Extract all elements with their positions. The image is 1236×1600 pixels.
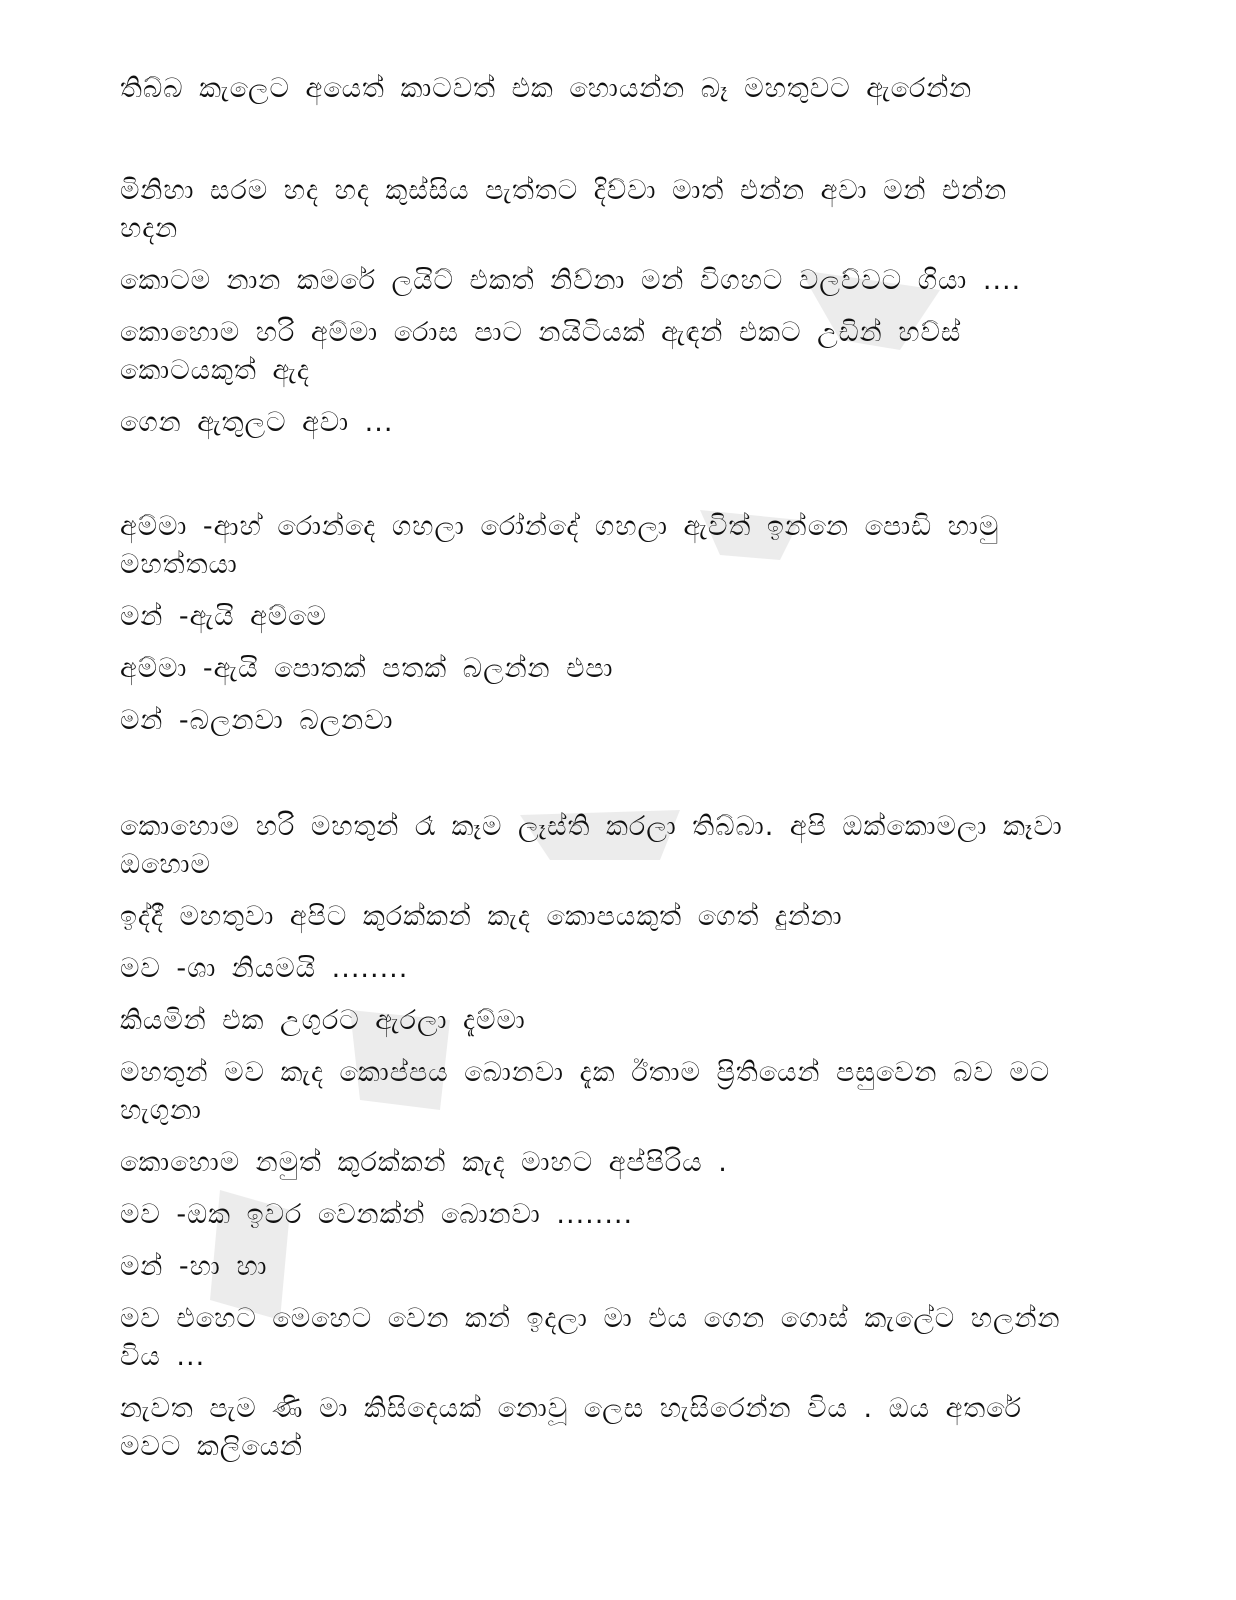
paragraph: කොහොම හරි මහතුන් රෑ කෑම ලෑස්ති කරලා තිබ්බා. අපි ඔක්කොමලා කෑවා ඔහොම xyxy=(120,811,1063,880)
paragraph: මන් -හා හා xyxy=(120,1251,268,1282)
paragraph: මහතුන් මව කැද කොප්පය බොනවා දැක ඊතාම ප්‍රිතියෙන් පසුවෙන බව මට හැගුනා xyxy=(120,1057,1051,1126)
paragraph: මන් -ඇයි අම්මෙ xyxy=(120,601,327,632)
paragraph: ගෙන ඇතුලට අවා ... xyxy=(120,407,394,438)
paragraph: ඉද්දී මහතුවා අපිට කුරක්කන් කැද කොපයකුත් ගෙත් දුන්නා xyxy=(120,901,843,932)
paragraph: කොටම නාන කමරේ ලයිට් එකත් නිව්නා මන් විගහට වලව්වට ගියා .... xyxy=(120,265,1022,296)
paragraph: කොහොම හරි අම්මා රොස පාට නයිටියක් ඇඳන් එකට උඩින් හව්ස් කොටයකුත් ඇද xyxy=(120,317,962,386)
paragraph: නැවත පැම ණි මා කිසිදෙයක් නොවූ ලෙස හැසිරෙන්න විය . ඔය අතරේ මවට කලියෙන් xyxy=(120,1393,1022,1462)
paragraph: තිබ්බ කැලෙට අයෙත් කාටවත් එක හොයන්න බෑ මහතුවට ඇරෙන්න xyxy=(120,73,973,104)
paragraph: මව එහෙට මෙහෙට වෙන කන් ඉදලා මා එය ගෙන ගොස් කැලේට හලන්න විය ... xyxy=(120,1303,1061,1372)
paragraph: මිනිහා සරම හද හද කුස්සිය පැත්තට දිව්වා මාත් එන්න අවා මන් එන්න හදන xyxy=(120,175,1008,244)
paragraph: මව -ශා නියමයි ........ xyxy=(120,953,409,984)
paragraph: මව -ඔක ඉවර වෙනක්න් බොනවා ........ xyxy=(120,1199,634,1230)
paragraph: අම්මා -ඇයි පොතක් පතක් බලන්න එපා xyxy=(120,653,614,684)
paragraph: කියමින් එක උගුරට ඇරලා දැම්මා xyxy=(120,1005,526,1036)
paragraph: කොහොම නමුත් කුරක්කන් කැද මාහට අප්පිරිය . xyxy=(120,1147,728,1178)
paragraph: මන් -බලනවා බලනවා xyxy=(120,705,394,736)
paragraph: අම්මා -ආහ් රොන්දෙ ගහලා රෝන්දේ ගහලා ඇවිත් ඉන්නෙ පොඩි හාමු මහත්තයා xyxy=(120,511,1000,580)
